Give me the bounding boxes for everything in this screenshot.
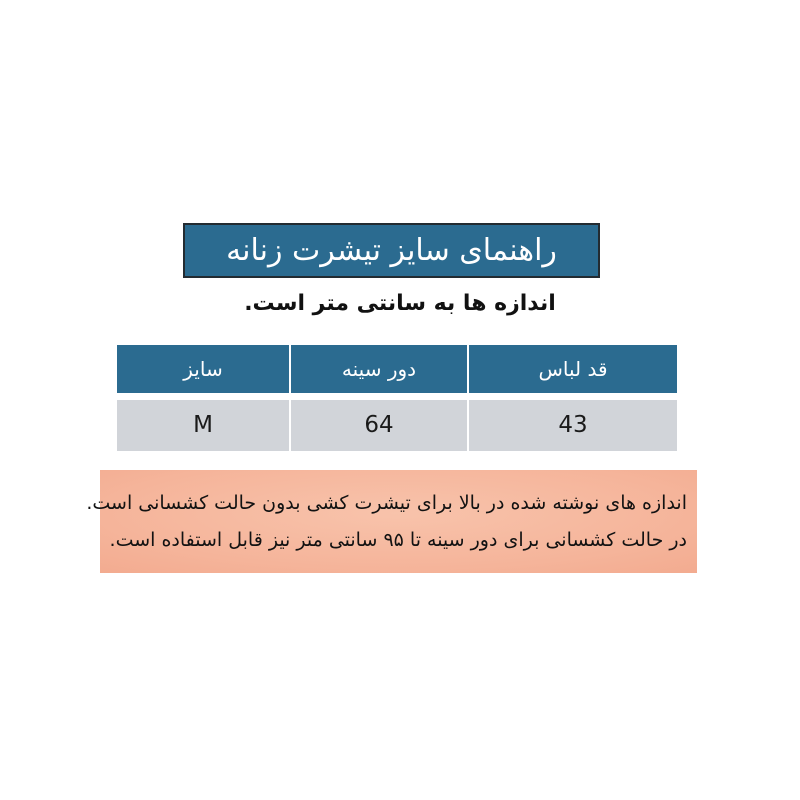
cell-garment-length: 43	[469, 400, 677, 451]
column-header-chest: دور سینه	[291, 345, 467, 393]
title-box	[183, 223, 600, 278]
column-header-size: سایز	[117, 345, 289, 393]
cell-chest: 64	[291, 400, 467, 451]
units-subtitle: اندازه ها به سانتی متر است.	[244, 291, 556, 316]
cell-size: M	[117, 400, 289, 451]
table-row-gap	[117, 393, 677, 400]
size-table	[117, 345, 677, 451]
note-line-1: اندازه های نوشته شده در بالا برای تیشرت کشی بدون حالت کشسانی است.	[86, 491, 687, 514]
stretch-note-box	[86, 470, 697, 573]
note-line-2: در حالت کشسانی برای دور سینه تا ۹۵ سانتی متر نیز قابل استفاده است.	[109, 528, 687, 551]
page-title: راهنمای سایز تیشرت زنانه	[226, 233, 557, 268]
column-header-garment-length: قد لباس	[469, 345, 677, 393]
table-header-row	[117, 345, 677, 393]
table-row	[117, 400, 677, 451]
